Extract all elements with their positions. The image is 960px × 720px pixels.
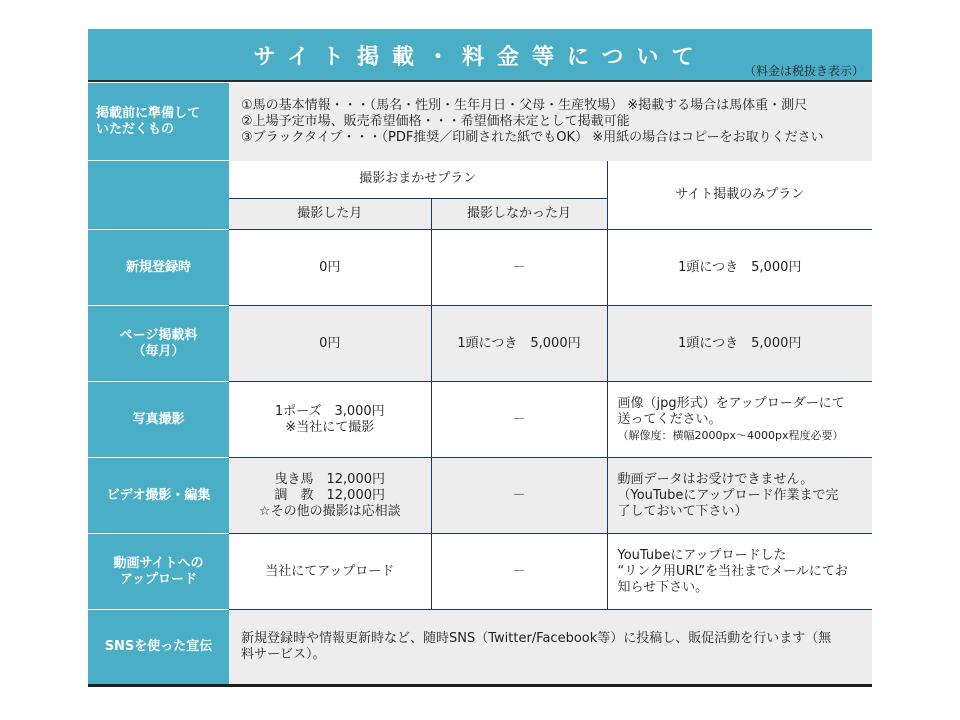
shot-cell: 0円 [229, 230, 431, 306]
shot-cell: 0円 [229, 306, 431, 382]
sns-label: SNSを使った宣伝 [88, 610, 229, 686]
not-shot-cell: － [431, 382, 607, 458]
site-cell: YouTubeにアップロードした “リンク用URL”を当社までメールにてお 知らせ下さい。 [607, 534, 872, 610]
row-label: ページ掲載料 （毎月） [88, 306, 229, 382]
prep-items [229, 83, 872, 161]
prep-item: ③ブラックタイプ・・・（PDF推奨／印刷された紙でもOK） ※用紙の場合はコピーをお取りください [241, 129, 824, 145]
shot-cell: 当社にてアップロード [229, 534, 431, 610]
row-photo [88, 382, 872, 458]
tax-note: （料金は税抜き表示） [743, 64, 864, 78]
pricing-table [88, 82, 872, 687]
page-title: サイト掲載・料金等について [253, 45, 707, 70]
prep-item: ①馬の基本情報・・・（馬名・性別・生年月日・父母・生産牧場） ※掲載する場合は馬体重・測尺 [241, 97, 808, 113]
prep-label: 掲載前に準備して いただくもの [88, 83, 229, 161]
prep-row [88, 83, 872, 161]
title-bar [88, 29, 872, 82]
site-cell: 1頭につき 5,000円 [607, 230, 872, 306]
row-page-fee [88, 306, 872, 382]
plan-header-row [88, 161, 872, 199]
not-shot-cell: 1頭につき 5,000円 [431, 306, 607, 382]
row-label: 動画サイトへの アップロード [88, 534, 229, 610]
shot-cell: 1ポーズ 3,000円 ※当社にて撮影 [229, 382, 431, 458]
shot-cell: 曳き馬 12,000円 調 教 12,000円 ☆その他の撮影は応相談 [229, 458, 431, 534]
prep-item: ②上場予定市場、販売希望価格・・・希望価格未定として掲載可能 [241, 113, 630, 129]
site-cell: 画像（jpg形式）をアップローダーにて 送ってください。 （解像度：横幅2000px～4000px程度必要） [607, 382, 872, 458]
omakase-plan-header: 撮影おまかせプラン [229, 161, 607, 199]
site-cell: 1頭につき 5,000円 [607, 306, 872, 382]
row-sns [88, 610, 872, 686]
not-shot-cell: － [431, 458, 607, 534]
not-shot-month-header: 撮影しなかった月 [431, 199, 607, 230]
not-shot-cell: － [431, 534, 607, 610]
site-cell: 動画データはお受けできません。 （YouTubeにアップロード作業まで完 了しておいて下さい） [607, 458, 872, 534]
not-shot-cell: － [431, 230, 607, 306]
row-label: 新規登録時 [88, 230, 229, 306]
shot-month-header: 撮影した月 [229, 199, 431, 230]
row-label: ビデオ撮影・編集 [88, 458, 229, 534]
row-new-registration [88, 230, 872, 306]
sns-text: 新規登録時や情報更新時など、随時SNS（Twitter/Facebook等）に投稿し、販促活動を行います（無 料サービス）。 [229, 610, 872, 686]
row-upload [88, 534, 872, 610]
row-label: 写真撮影 [88, 382, 229, 458]
header-corner [88, 161, 229, 230]
row-video [88, 458, 872, 534]
site-only-plan-header: サイト掲載のみプラン [607, 161, 872, 230]
